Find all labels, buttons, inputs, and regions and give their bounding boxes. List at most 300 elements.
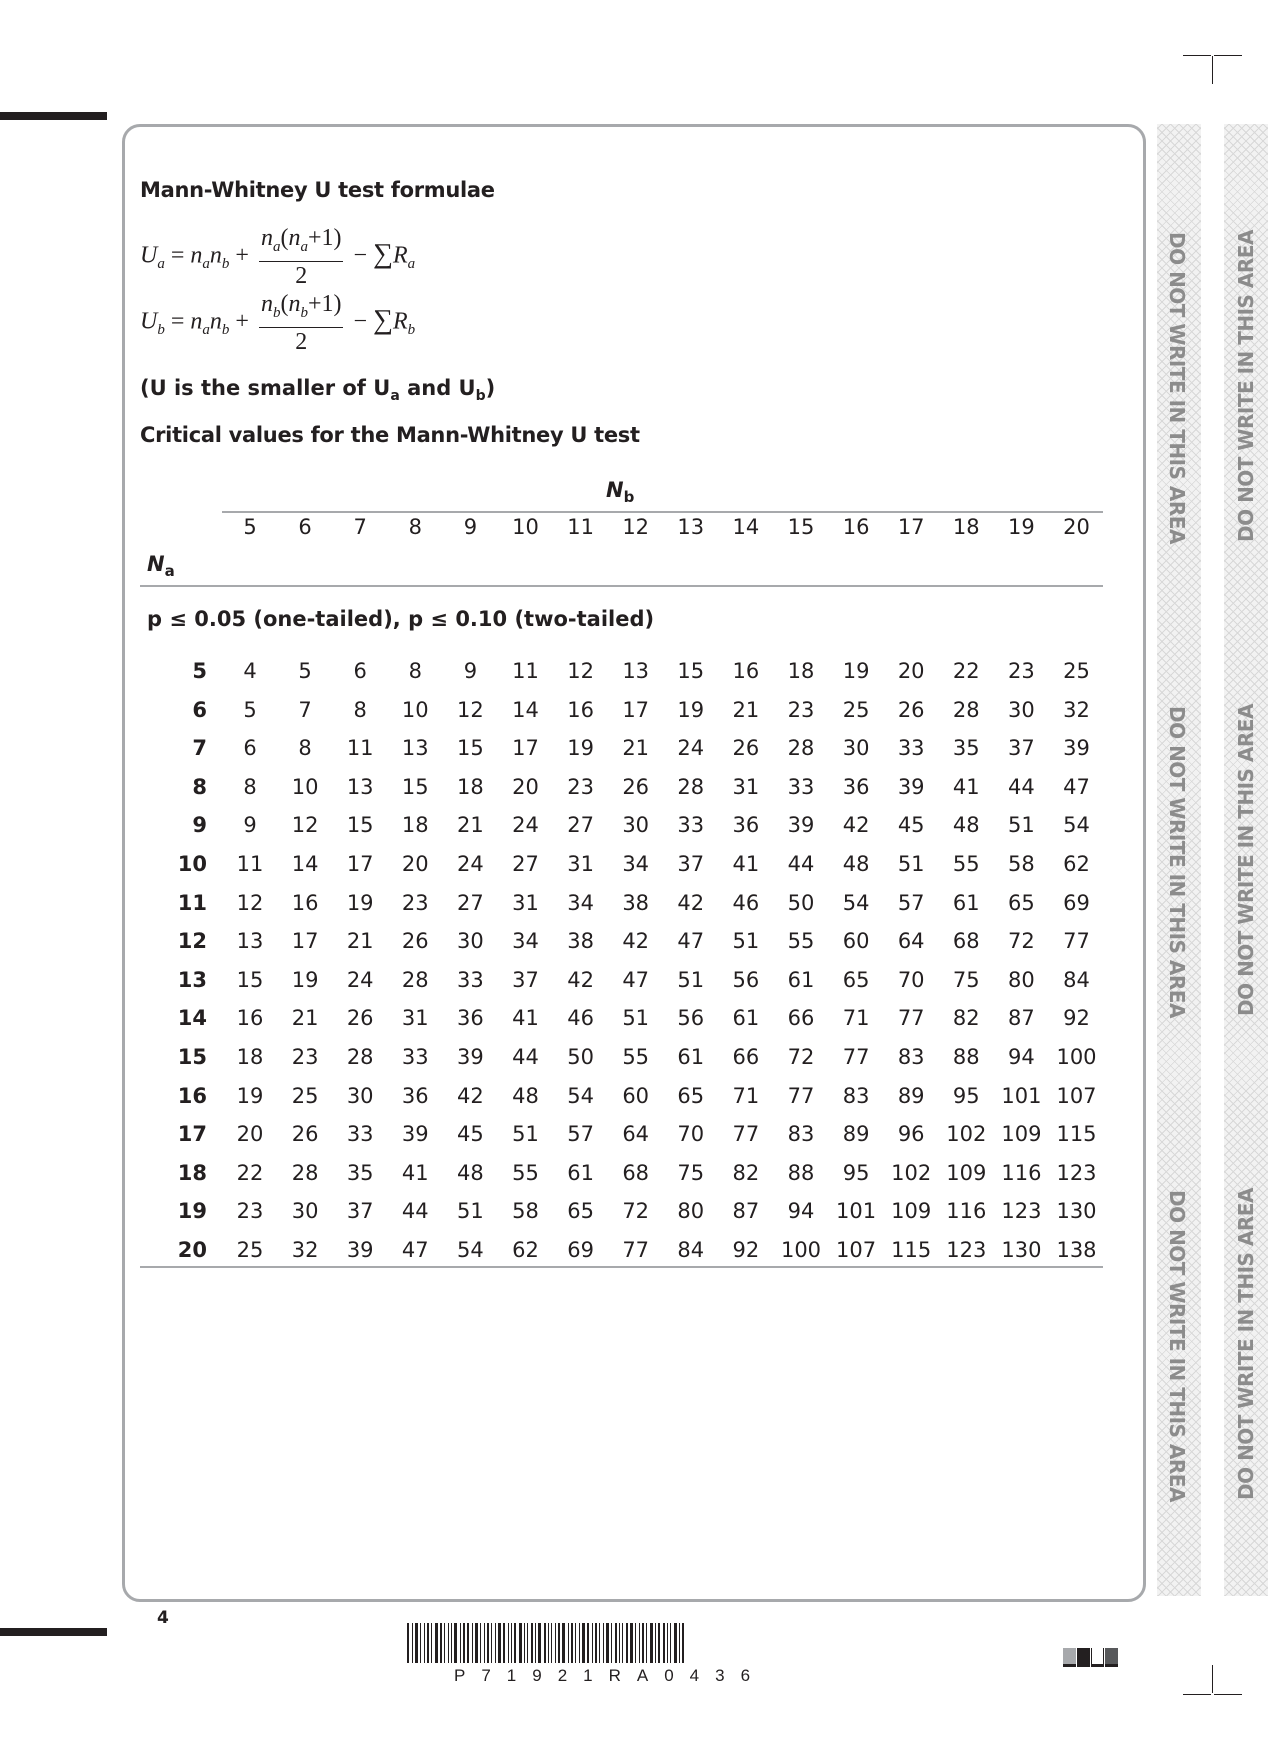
table-cell: 37 — [512, 967, 539, 992]
table-cell: 45 — [897, 813, 925, 838]
table-cell: 39 — [897, 774, 925, 799]
table-cell: 51 — [512, 1122, 539, 1147]
barcode-bar — [407, 1623, 409, 1663]
table-cell: 13 — [236, 929, 264, 954]
table-cell: 27 — [567, 813, 594, 838]
barcode-bar — [431, 1623, 432, 1663]
table-cell: 36 — [732, 813, 760, 838]
table-cell: 51 — [457, 1199, 484, 1224]
barcode-bar — [555, 1623, 556, 1663]
row-header: 15 — [177, 1045, 207, 1069]
table-cell: 37 — [1008, 736, 1035, 761]
table-cell: 89 — [897, 1083, 925, 1108]
table-cell: 64 — [897, 929, 925, 954]
table-cell: 45 — [457, 1122, 484, 1147]
table-cell: 50 — [567, 1045, 594, 1069]
table-cell: 47 — [401, 1238, 429, 1262]
column-header: 5 — [243, 515, 257, 539]
table-cell: 61 — [732, 1006, 760, 1031]
table-cell: 48 — [512, 1083, 539, 1108]
table-cell: 58 — [1008, 852, 1035, 876]
barcode-bar — [606, 1623, 609, 1663]
barcode-bar — [511, 1623, 512, 1663]
table-cell: 9 — [463, 659, 478, 683]
table-cell: 77 — [1063, 929, 1090, 954]
table-cell: 20 — [401, 852, 429, 876]
barcode-bar — [679, 1623, 680, 1663]
table-cell: 28 — [346, 1045, 374, 1069]
table-cell: 20 — [236, 1122, 264, 1147]
table-cell: 72 — [787, 1045, 815, 1069]
table-cell: 26 — [346, 1006, 374, 1031]
table-cell: 83 — [787, 1122, 815, 1147]
table-cell: 46 — [732, 890, 760, 915]
table-rule-top — [222, 511, 1103, 513]
table-cell: 17 — [291, 929, 319, 954]
table-cell: 55 — [787, 929, 815, 954]
table-cell: 39 — [1063, 736, 1090, 761]
barcode-bar — [615, 1623, 617, 1663]
barcode-bar — [599, 1623, 600, 1663]
column-header: 19 — [1008, 515, 1035, 539]
table-cell: 55 — [952, 852, 980, 876]
table-cell: 42 — [842, 813, 870, 838]
barcode-bar — [603, 1623, 604, 1663]
crop-mark — [1183, 55, 1211, 56]
table-cell: 87 — [732, 1199, 760, 1224]
table-cell: 4 — [243, 659, 257, 683]
table-cell: 31 — [732, 774, 760, 799]
na-axis-label: $N_a$ — [147, 552, 175, 581]
table-cell: 82 — [952, 1006, 980, 1031]
table-cell: 72 — [1008, 929, 1035, 954]
column-header: 9 — [463, 515, 478, 539]
barcode-bar — [558, 1623, 560, 1663]
table-cell: 84 — [1063, 967, 1090, 992]
table-cell: 88 — [787, 1160, 815, 1185]
table-cell: 16 — [732, 659, 760, 683]
table-cell: 21 — [457, 813, 484, 838]
barcode-text: P71921RA0436 — [454, 1666, 767, 1685]
barcode-bar — [415, 1623, 418, 1663]
row-header: 8 — [192, 774, 207, 799]
table-cell: 31 — [512, 890, 539, 915]
table-cell: 37 — [346, 1199, 374, 1224]
table-cell: 75 — [952, 967, 980, 992]
table-cell: 13 — [401, 736, 429, 761]
table-cell: 33 — [457, 967, 484, 992]
fraction: $\frac{n_b(n_b+1)}{2}$ — [260, 291, 342, 355]
barcode-bar — [448, 1623, 449, 1663]
table-cell: 116 — [946, 1199, 987, 1224]
table-cell: 12 — [236, 890, 264, 915]
table-cell: 15 — [457, 736, 484, 761]
barcode-bar — [503, 1623, 505, 1663]
barcode-bar — [475, 1623, 478, 1663]
table-cell: 65 — [1008, 890, 1035, 915]
barcode-bar — [544, 1623, 546, 1663]
table-cell: 83 — [842, 1083, 870, 1108]
table-cell: 34 — [567, 890, 594, 915]
table-cell: 60 — [622, 1083, 650, 1108]
table-cell: 62 — [512, 1238, 539, 1262]
column-header: 13 — [677, 515, 705, 539]
table-cell: 100 — [780, 1238, 822, 1262]
barcode-bar — [424, 1623, 425, 1663]
table-cell: 109 — [1001, 1122, 1042, 1147]
table-cell: 115 — [1056, 1122, 1097, 1147]
table-cell: 55 — [622, 1045, 650, 1069]
table-cell: 8 — [243, 774, 257, 799]
margin-warning: DO NOT WRITE IN THIS AREA — [1165, 706, 1189, 1018]
barcode-bar — [467, 1623, 469, 1663]
barcode-bar — [682, 1623, 684, 1663]
crop-mark — [1214, 1694, 1242, 1695]
margin-strip-inner — [1157, 124, 1201, 1596]
table-cell: 41 — [732, 852, 760, 876]
barcode-bar — [587, 1623, 589, 1663]
table-cell: 68 — [952, 929, 980, 954]
table-cell: 82 — [732, 1160, 760, 1185]
table-cell: 13 — [622, 659, 650, 683]
barcode-bar — [650, 1623, 653, 1663]
table-cell: 21 — [346, 929, 374, 954]
nb-axis-label: $N_b$ — [606, 478, 635, 507]
table-cell: 33 — [677, 813, 705, 838]
barcode-bar — [646, 1623, 647, 1663]
table-cell: 41 — [952, 774, 980, 799]
table-cell: 36 — [842, 774, 870, 799]
row-header: 11 — [177, 890, 207, 915]
column-header: 6 — [298, 515, 312, 539]
significance-level: p ≤ 0.05 (one-tailed), p ≤ 0.10 (two-tailed) — [147, 607, 655, 631]
barcode-bar — [484, 1623, 485, 1663]
table-cell: 101 — [1001, 1083, 1042, 1108]
barcode-bar — [524, 1623, 525, 1663]
table-cell: 37 — [677, 852, 705, 876]
barcode-bar — [460, 1623, 461, 1663]
barcode-bar — [508, 1623, 509, 1663]
table-cell: 32 — [291, 1238, 319, 1262]
barcode-bar — [427, 1623, 429, 1663]
crop-mark — [1212, 56, 1213, 84]
table-cell: 57 — [897, 890, 925, 915]
table-cell: 84 — [677, 1238, 705, 1262]
table-cell: 26 — [401, 929, 429, 954]
table-cell: 130 — [1056, 1199, 1097, 1224]
table-cell: 18 — [401, 813, 429, 838]
crop-mark — [1183, 1694, 1211, 1695]
table-cell: 77 — [787, 1083, 815, 1108]
barcode-bar — [538, 1623, 541, 1663]
column-header: 17 — [897, 515, 925, 539]
barcode-bar — [531, 1623, 533, 1663]
table-cell: 26 — [732, 736, 760, 761]
table-cell: 47 — [677, 929, 705, 954]
table-cell: 87 — [1008, 1006, 1035, 1031]
table-cell: 10 — [291, 774, 319, 799]
margin-warning: DO NOT WRITE IN THIS AREA — [1165, 232, 1189, 544]
table-cell: 22 — [236, 1160, 264, 1185]
row-header: 18 — [177, 1160, 207, 1185]
table-cell: 19 — [236, 1083, 264, 1108]
row-header: 7 — [192, 736, 207, 761]
column-header: 8 — [408, 515, 422, 539]
table-cell: 18 — [236, 1045, 264, 1069]
column-header: 18 — [952, 515, 980, 539]
formula-ub: $U_b = n_an_b$ + $\frac{n_b(n_b+1)}{2}$ − $\sum R_b$ — [140, 291, 416, 355]
table-cell: 6 — [353, 659, 367, 683]
table-cell: 27 — [457, 890, 484, 915]
barcode-bar — [663, 1623, 665, 1663]
table-cell: 61 — [567, 1160, 594, 1185]
table-cell: 16 — [291, 890, 319, 915]
table-cell: 6 — [243, 736, 257, 761]
column-header: 20 — [1063, 515, 1090, 539]
table-cell: 57 — [567, 1122, 594, 1147]
table-cell: 55 — [512, 1160, 539, 1185]
table-cell: 71 — [842, 1006, 870, 1031]
barcode-bar — [667, 1623, 668, 1663]
barcode-bar — [626, 1623, 628, 1663]
row-header: 12 — [177, 929, 207, 954]
table-cell: 17 — [512, 736, 539, 761]
row-header: 20 — [177, 1238, 207, 1262]
table-cell: 30 — [622, 813, 650, 838]
table-cell: 92 — [732, 1238, 760, 1262]
table-cell: 22 — [952, 659, 980, 683]
table-cell: 88 — [952, 1045, 980, 1069]
table-cell: 34 — [622, 852, 650, 876]
column-header: 16 — [842, 515, 870, 539]
table-cell: 23 — [567, 774, 594, 799]
table-cell: 48 — [842, 852, 870, 876]
table-cell: 36 — [457, 1006, 484, 1031]
barcode-bar — [551, 1623, 552, 1663]
barcode-bar — [674, 1623, 677, 1663]
table-cell: 26 — [622, 774, 650, 799]
table-cell: 24 — [677, 736, 705, 761]
barcode-bar — [535, 1623, 536, 1663]
table-cell: 115 — [891, 1238, 932, 1262]
column-header: 10 — [512, 515, 539, 539]
column-header: 14 — [732, 515, 760, 539]
table-cell: 66 — [732, 1045, 760, 1069]
barcode-bar — [498, 1623, 501, 1663]
formula-ua: $U_a = n_an_b$ + $\frac{n_a(n_a+1)}{2}$ − $\sum R_a$ — [140, 225, 416, 289]
table-cell: 38 — [567, 929, 594, 954]
barcode-bar — [519, 1623, 522, 1663]
table-cell: 23 — [291, 1045, 319, 1069]
table-cell: 33 — [897, 736, 925, 761]
row-header: 17 — [177, 1122, 207, 1147]
column-header: 11 — [567, 515, 594, 539]
margin-bar-bottom — [0, 1628, 107, 1636]
table-cell: 11 — [512, 659, 539, 683]
table-cell: 54 — [842, 890, 870, 915]
table-cell: 39 — [346, 1238, 374, 1262]
table-cell: 18 — [787, 659, 815, 683]
barcode-bar — [582, 1623, 585, 1663]
row-header: 13 — [177, 967, 207, 992]
margin-warning: DO NOT WRITE IN THIS AREA — [1234, 704, 1258, 1016]
table-cell: 65 — [567, 1199, 594, 1224]
margin-warning: DO NOT WRITE IN THIS AREA — [1234, 1188, 1258, 1500]
table-cell: 69 — [567, 1238, 594, 1262]
table-cell: 54 — [567, 1083, 594, 1108]
table-cell: 17 — [346, 852, 374, 876]
barcode-bar — [635, 1623, 636, 1663]
table-cell: 130 — [1001, 1238, 1042, 1262]
table-cell: 30 — [1008, 697, 1035, 722]
table-cell: 17 — [622, 697, 650, 722]
table-cell: 50 — [787, 890, 815, 915]
table-cell: 51 — [732, 929, 760, 954]
table-cell: 30 — [842, 736, 870, 761]
barcode-bar — [463, 1623, 465, 1663]
table-cell: 16 — [567, 697, 594, 722]
table-cell: 77 — [732, 1122, 760, 1147]
table-cell: 20 — [897, 659, 925, 683]
table-cell: 54 — [1063, 813, 1090, 838]
table-cell: 8 — [353, 697, 367, 722]
column-header: 15 — [787, 515, 815, 539]
table-cell: 12 — [457, 697, 484, 722]
table-cell: 70 — [677, 1122, 705, 1147]
barcode-bar — [619, 1623, 620, 1663]
table-rule-bottom — [140, 1266, 1103, 1268]
table-cell: 56 — [732, 967, 760, 992]
table-cell: 61 — [677, 1045, 705, 1069]
table-cell: 116 — [1001, 1160, 1042, 1185]
table-cell: 25 — [291, 1083, 319, 1108]
table-cell: 89 — [842, 1122, 870, 1147]
barcode-bar — [575, 1623, 576, 1663]
table-cell: 107 — [1056, 1083, 1097, 1108]
table-cell: 100 — [1056, 1045, 1097, 1069]
barcode-bar — [592, 1623, 593, 1663]
table-cell: 28 — [787, 736, 815, 761]
table-cell: 123 — [1056, 1160, 1097, 1185]
row-header: 14 — [177, 1006, 207, 1031]
table-cell: 33 — [787, 774, 815, 799]
barcode-bar — [435, 1623, 438, 1663]
barcode-bar — [670, 1623, 671, 1663]
table-cell: 32 — [1063, 697, 1090, 722]
margin-bar-top — [0, 112, 107, 120]
barcode-bar — [639, 1623, 640, 1663]
column-header: 7 — [353, 515, 367, 539]
table-cell: 39 — [457, 1045, 484, 1069]
table-cell: 72 — [622, 1199, 650, 1224]
table-cell: 51 — [1008, 813, 1035, 838]
barcode — [407, 1623, 687, 1663]
column-header: 12 — [622, 515, 650, 539]
table-cell: 60 — [842, 929, 870, 954]
table-cell: 96 — [897, 1122, 925, 1147]
table-cell: 21 — [291, 1006, 319, 1031]
table-cell: 25 — [236, 1238, 264, 1262]
table-cell: 75 — [677, 1160, 705, 1185]
table-cell: 77 — [897, 1006, 925, 1031]
table-cell: 28 — [291, 1160, 319, 1185]
table-cell: 54 — [457, 1238, 484, 1262]
table-cell: 109 — [891, 1199, 932, 1224]
table-cell: 15 — [346, 813, 374, 838]
table-cell: 11 — [346, 736, 374, 761]
table-cell: 21 — [622, 736, 650, 761]
table-cell: 44 — [512, 1045, 539, 1069]
table-cell: 33 — [401, 1045, 429, 1069]
table-cell: 102 — [891, 1160, 932, 1185]
table-cell: 8 — [298, 736, 312, 761]
table-cell: 80 — [1008, 967, 1035, 992]
table-cell: 15 — [236, 967, 264, 992]
table-cell: 19 — [842, 659, 870, 683]
table-cell: 16 — [236, 1006, 264, 1031]
table-cell: 21 — [732, 697, 760, 722]
table-cell: 19 — [567, 736, 594, 761]
table-cell: 107 — [836, 1238, 877, 1262]
table-cell: 38 — [622, 890, 650, 915]
table-cell: 138 — [1056, 1238, 1097, 1262]
table-cell: 71 — [732, 1083, 760, 1108]
table-cell: 33 — [346, 1122, 374, 1147]
table-cell: 19 — [291, 967, 319, 992]
table-cell: 10 — [401, 697, 429, 722]
table-cell: 77 — [622, 1238, 650, 1262]
table-cell: 15 — [677, 659, 705, 683]
crop-mark — [1212, 1665, 1213, 1693]
table-cell: 13 — [346, 774, 374, 799]
barcode-bar — [412, 1623, 413, 1663]
barcode-bar — [579, 1623, 580, 1663]
table-cell: 18 — [457, 774, 484, 799]
table-cell: 70 — [897, 967, 925, 992]
table-cell: 26 — [897, 697, 925, 722]
table-cell: 27 — [512, 852, 539, 876]
table-cell: 14 — [291, 852, 319, 876]
row-header: 5 — [192, 659, 207, 683]
table-cell: 51 — [677, 967, 705, 992]
barcode-bar — [472, 1623, 473, 1663]
barcode-bar — [658, 1623, 660, 1663]
margin-warning: DO NOT WRITE IN THIS AREA — [1165, 1190, 1189, 1502]
crop-mark — [1214, 55, 1242, 56]
row-header: 16 — [177, 1083, 207, 1108]
table-cell: 26 — [291, 1122, 319, 1147]
table-cell: 58 — [512, 1199, 539, 1224]
table-cell: 47 — [1063, 774, 1090, 799]
table-cell: 28 — [677, 774, 705, 799]
row-header: 10 — [177, 852, 207, 876]
barcode-bar — [611, 1623, 612, 1663]
table-cell: 31 — [567, 852, 594, 876]
page-number: 4 — [157, 1608, 169, 1628]
table-rule-mid — [140, 585, 1103, 587]
table-cell: 42 — [567, 967, 594, 992]
fraction: $\frac{n_a(n_a+1)}{2}$ — [260, 225, 342, 289]
table-cell: 94 — [787, 1199, 815, 1224]
table-cell: 42 — [622, 929, 650, 954]
barcode-bar — [514, 1623, 516, 1663]
table-cell: 92 — [1063, 1006, 1090, 1031]
table-cell: 48 — [457, 1160, 484, 1185]
barcode-bar — [491, 1623, 492, 1663]
table-cell: 123 — [1001, 1199, 1042, 1224]
table-cell: 19 — [346, 890, 374, 915]
margin-strip-outer — [1224, 124, 1268, 1596]
